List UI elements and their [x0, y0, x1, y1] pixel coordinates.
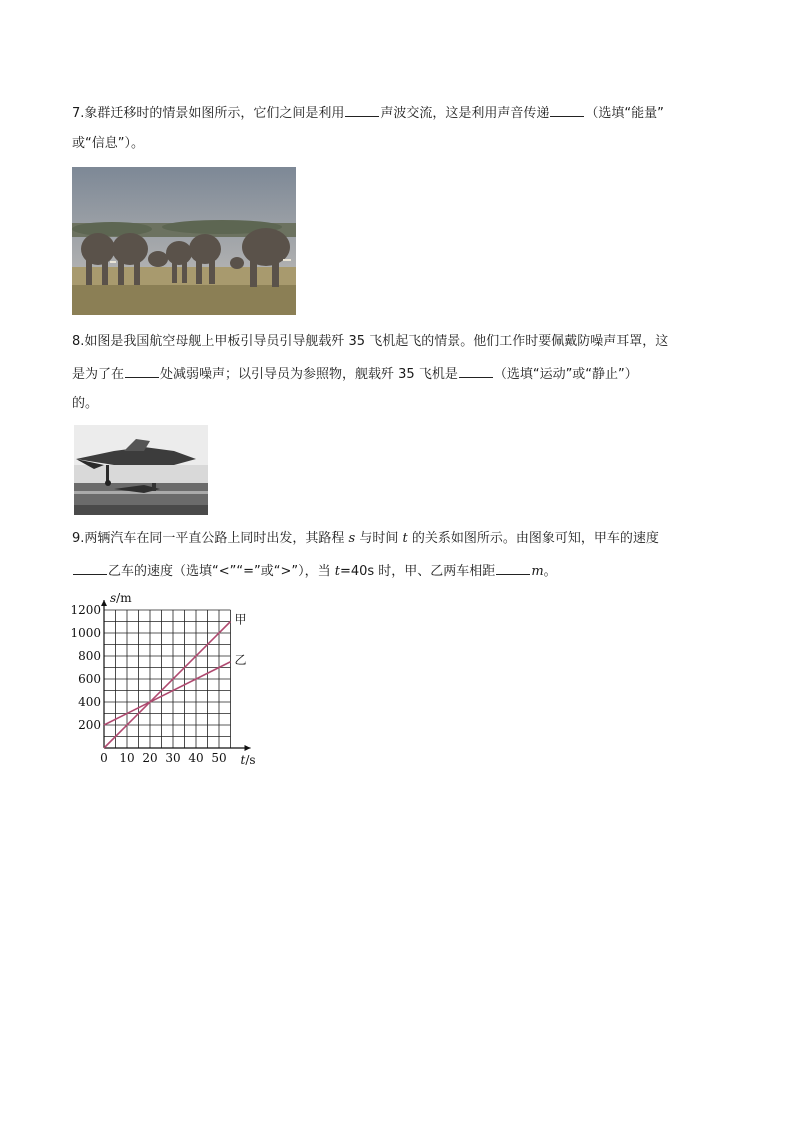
q7-text-a: 7.象群迁移时的情景如图所示，它们之间是利用 [72, 106, 345, 121]
q8-text-c: （选填“运动”或“静止”） [493, 367, 638, 382]
q8-text-a: 是为了在 [72, 367, 125, 382]
q7-line-1 [72, 104, 664, 123]
q9-text-d: 乙车的速度（选填“<”“=”或“>”），当 [108, 564, 335, 579]
q9-blank-1[interactable] [73, 562, 107, 575]
y-tick-label: 1200 [70, 603, 101, 617]
q9-line-1 [72, 530, 659, 548]
distance-time-chart [70, 590, 270, 772]
q9-blank-2[interactable] [496, 562, 530, 575]
q7-blank-2[interactable] [550, 104, 584, 117]
q9-symbol-s: s [348, 531, 356, 546]
x-tick-label: 30 [165, 751, 181, 765]
q8-line-2 [72, 365, 638, 384]
q9-line-2 [72, 562, 557, 581]
series-label-1: 甲 [234, 612, 247, 627]
y-tick-label: 400 [78, 695, 101, 709]
series-line-1 [104, 622, 231, 749]
fighter-jet-carrier-photo [74, 425, 208, 515]
x-axis-arrow [245, 745, 251, 751]
q9-symbol-t2: t [334, 564, 340, 579]
q8-line-1: 8.如图是我国航空母舰上甲板引导员引导舰载歼 35 飞机起飞的情景。他们工作时要佩戴防噪声耳罩，这 [72, 334, 669, 349]
x-axis-label: t/s [240, 753, 256, 767]
x-tick-label: 0 [100, 751, 108, 765]
q7-text-b: 声波交流，这是利用声音传递 [380, 106, 550, 121]
series-label-2: 乙 [234, 652, 247, 667]
q9-unit-m: m [531, 564, 544, 579]
y-axis-arrow [101, 600, 107, 606]
q9-text-e: =40s 时，甲、乙两车相距 [339, 564, 496, 579]
y-tick-label: 200 [78, 718, 101, 732]
q8-line-3: 的。 [72, 396, 99, 411]
x-tick-label: 10 [119, 751, 135, 765]
y-axis-label: s/m [110, 591, 132, 605]
q9-symbol-t: t [402, 531, 408, 546]
q8-text-b: 处减弱噪声；以引导员为参照物，舰载歼 35 飞机是 [160, 367, 458, 382]
q8-blank-2[interactable] [459, 365, 493, 378]
q7-blank-1[interactable] [345, 104, 379, 117]
y-tick-label: 1000 [70, 626, 101, 640]
x-tick-label: 40 [188, 751, 204, 765]
y-tick-label: 800 [78, 649, 101, 663]
y-tick-label: 600 [78, 672, 101, 686]
x-tick-label: 20 [142, 751, 158, 765]
elephant-herd-photo [72, 167, 296, 315]
series-line-2 [104, 662, 231, 725]
q9-text-a: 9.两辆汽车在同一平直公路上同时出发，其路程 [72, 531, 349, 546]
q7-text-c: （选填“能量” [585, 106, 664, 121]
q9-text-f: 。 [543, 564, 557, 579]
q9-text-c: 的关系如图所示。由图象可知，甲车的速度 [407, 531, 659, 546]
q9-text-b: 与时间 [355, 531, 403, 546]
q8-blank-1[interactable] [125, 365, 159, 378]
x-tick-label: 50 [211, 751, 227, 765]
q7-line-2: 或“信息”）。 [72, 136, 144, 151]
